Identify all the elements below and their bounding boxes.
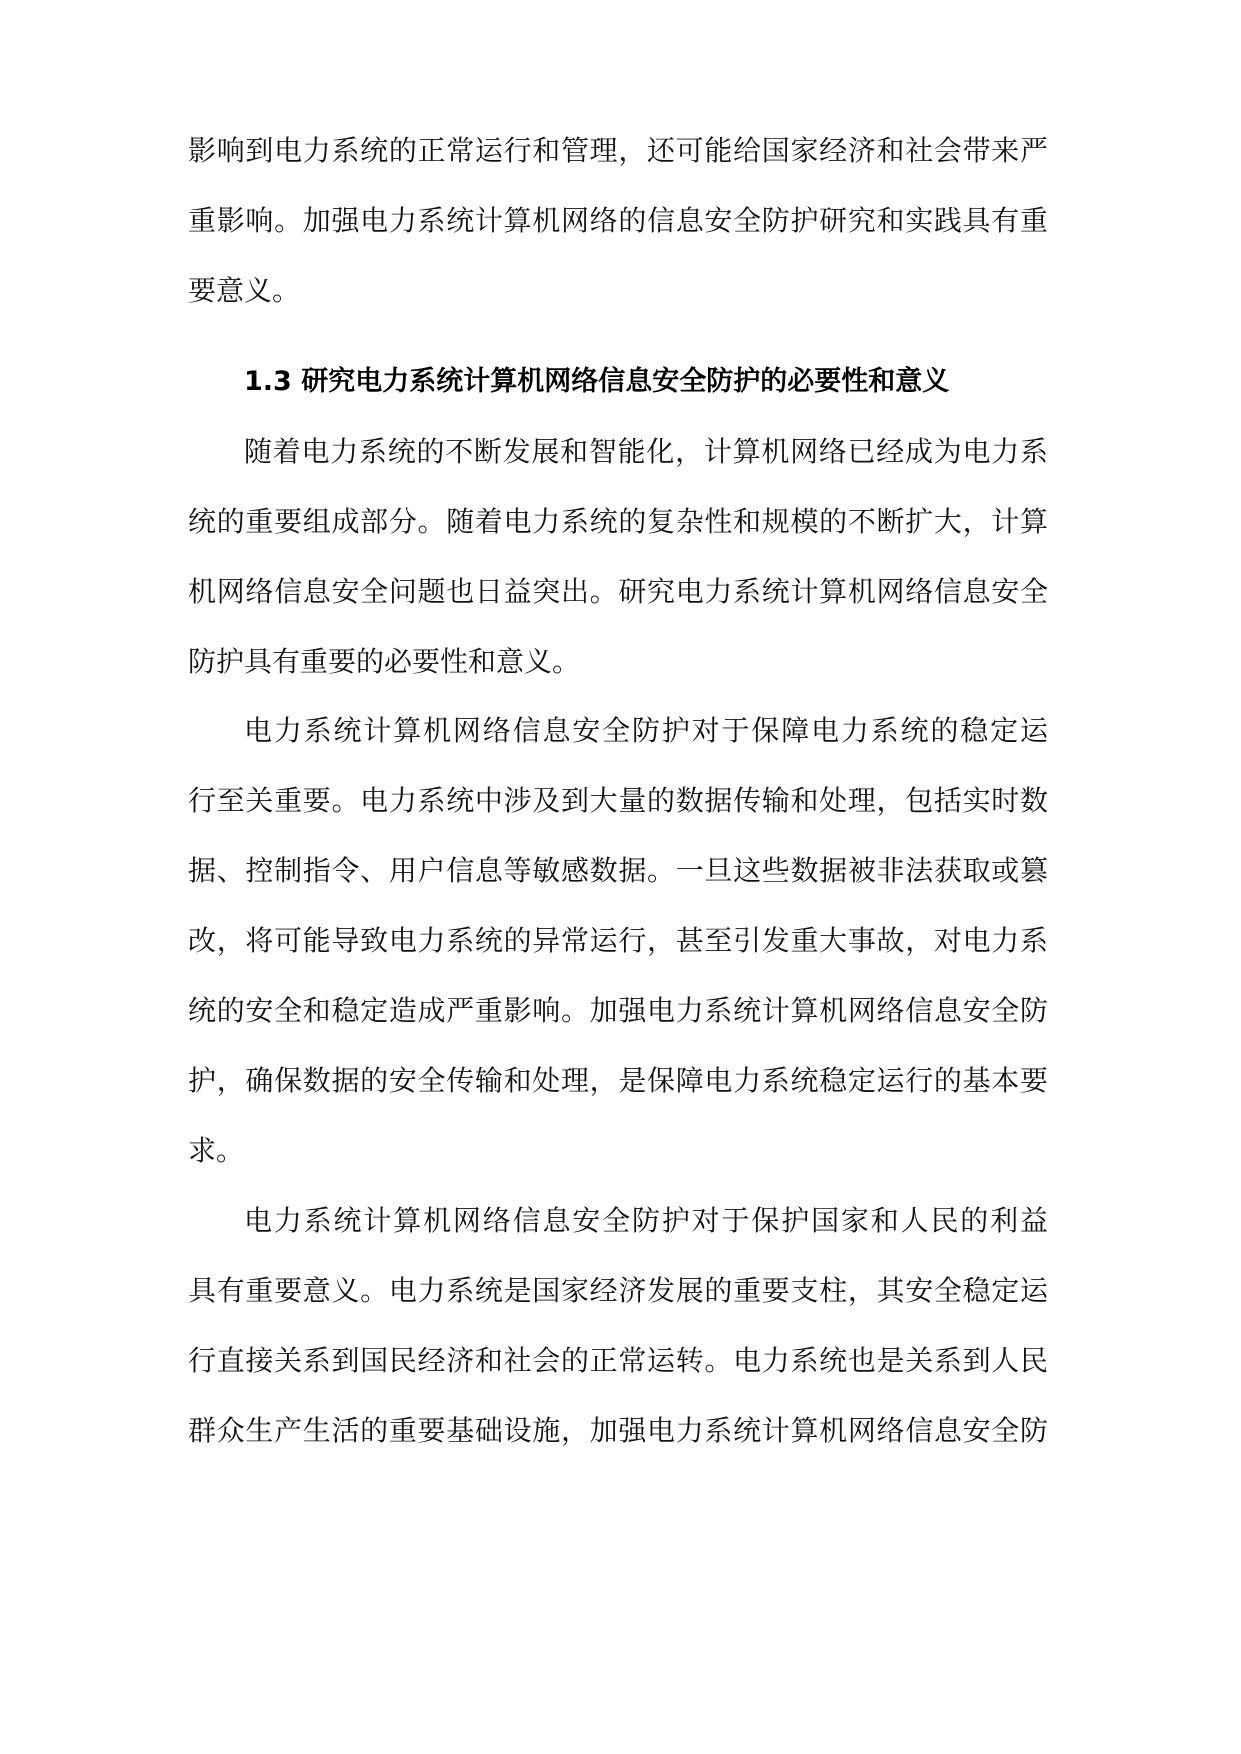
paragraph-line: 重影响。加强电力系统计算机网络的信息安全防护研究和实践具有重	[188, 204, 1048, 237]
paragraph-line: 电力系统计算机网络信息安全防护对于保障电力系统的稳定运	[244, 714, 1048, 747]
paragraph-line: 统的重要组成部分。随着电力系统的复杂性和规模的不断扩大，计算	[188, 505, 1048, 538]
paragraph-line: 影响到电力系统的正常运行和管理，还可能给国家经济和社会带来严	[188, 134, 1048, 167]
paragraph-line: 改，将可能导致电力系统的异常运行，甚至引发重大事故，对电力系	[188, 924, 1048, 957]
paragraph-line: 防护具有重要的必要性和意义。	[188, 645, 581, 678]
paragraph-line: 群众生产生活的重要基础设施，加强电力系统计算机网络信息安全防	[188, 1414, 1048, 1447]
paragraph-line: 统的安全和稳定造成严重影响。加强电力系统计算机网络信息安全防	[188, 994, 1048, 1027]
paragraph-line: 行直接关系到国民经济和社会的正常运转。电力系统也是关系到人民	[188, 1344, 1048, 1377]
paragraph-line: 求。	[188, 1134, 245, 1167]
paragraph-line: 电力系统计算机网络信息安全防护对于保护国家和人民的利益	[244, 1204, 1048, 1237]
paragraph-line: 随着电力系统的不断发展和智能化，计算机网络已经成为电力系	[244, 435, 1048, 468]
paragraph-line: 要意义。	[188, 274, 301, 307]
section-heading: 1.3 研究电力系统计算机网络信息安全防护的必要性和意义	[244, 366, 950, 397]
paragraph-line: 护，确保数据的安全传输和处理，是保障电力系统稳定运行的基本要	[188, 1064, 1048, 1097]
paragraph-line: 行至关重要。电力系统中涉及到大量的数据传输和处理，包括实时数	[188, 784, 1048, 817]
paragraph-line: 机网络信息安全问题也日益突出。研究电力系统计算机网络信息安全	[188, 575, 1048, 608]
paragraph-line: 据、控制指令、用户信息等敏感数据。一旦这些数据被非法获取或篡	[188, 854, 1048, 887]
paragraph-line: 具有重要意义。电力系统是国家经济发展的重要支柱，其安全稳定运	[188, 1274, 1048, 1307]
